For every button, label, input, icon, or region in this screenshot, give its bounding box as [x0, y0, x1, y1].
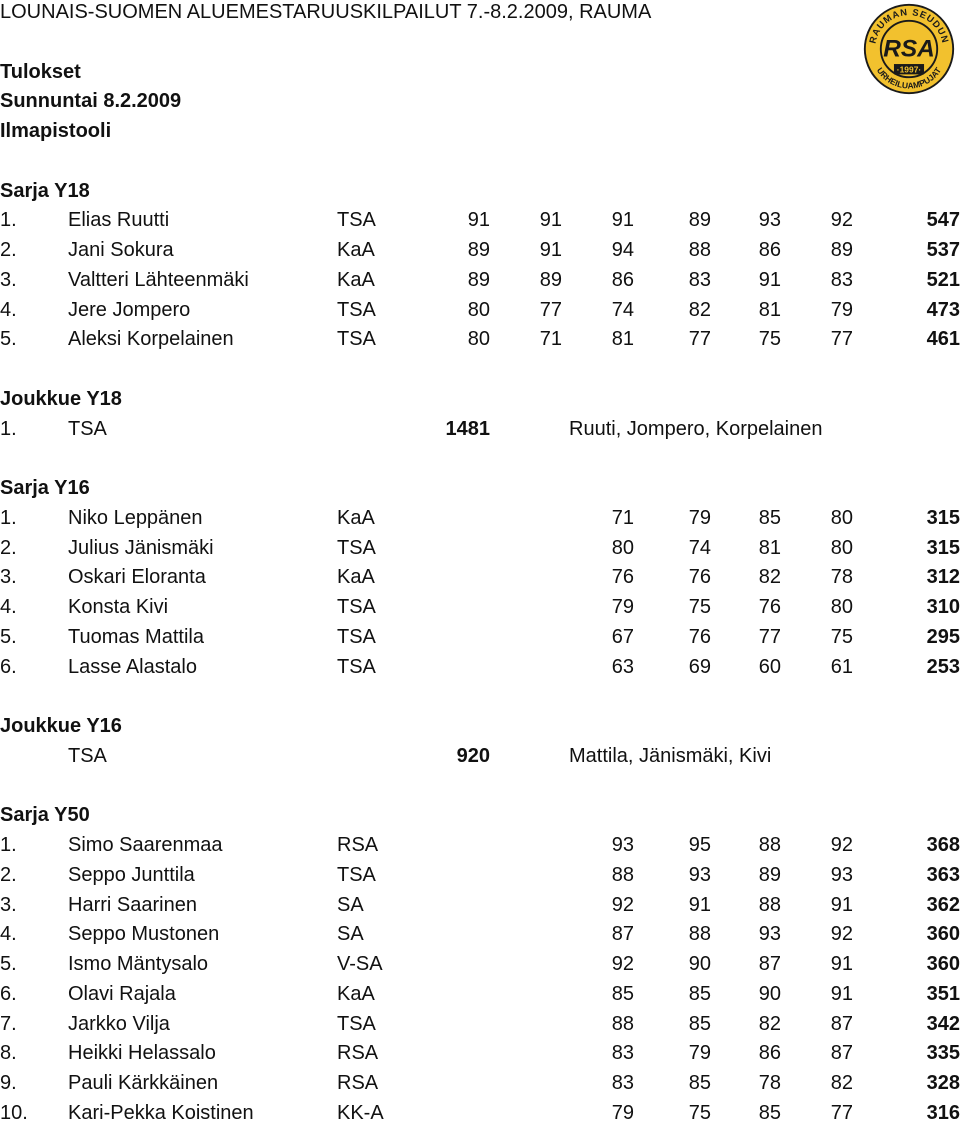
shooter-name: Konsta Kivi — [68, 596, 169, 618]
rank: 9. — [0, 1072, 17, 1094]
club: KK-A — [337, 1102, 384, 1124]
total-score: 342 — [926, 1013, 960, 1035]
total-score: 315 — [926, 537, 960, 559]
series-score: 89 — [539, 269, 562, 291]
logo-year: ·1997· — [896, 64, 922, 75]
club: KaA — [337, 507, 375, 529]
total-score: 537 — [926, 239, 960, 261]
series-score: 89 — [688, 209, 711, 231]
series-score: 82 — [758, 1013, 781, 1035]
event-heading: Ilmapistooli — [0, 120, 112, 142]
series-score: 94 — [611, 239, 634, 261]
series-score: 82 — [688, 299, 711, 321]
total-score: 547 — [926, 209, 960, 231]
result-row — [0, 1009, 960, 1039]
result-row — [0, 592, 960, 622]
club: TSA — [337, 596, 376, 618]
series-score: 91 — [539, 209, 562, 231]
rank: 5. — [0, 328, 17, 350]
page-title: LOUNAIS-SUOMEN ALUEMESTARUUSKILPAILUT 7.-8.2.2009, RAUMA — [0, 1, 652, 23]
series-score: 95 — [688, 834, 711, 856]
rank: 5. — [0, 626, 17, 648]
series-score: 83 — [688, 269, 711, 291]
result-row — [0, 830, 960, 860]
total-score: 362 — [926, 894, 960, 916]
series-score: 71 — [611, 507, 634, 529]
rank: 5. — [0, 953, 17, 975]
series-score: 80 — [830, 537, 853, 559]
series-score: 89 — [830, 239, 853, 261]
series-score: 90 — [758, 983, 781, 1005]
series-score: 77 — [758, 626, 781, 648]
club: TSA — [337, 864, 376, 886]
total-score: 335 — [926, 1042, 960, 1064]
club: KaA — [337, 983, 375, 1005]
result-row — [0, 235, 960, 265]
rank: 2. — [0, 864, 17, 886]
result-row — [0, 265, 960, 295]
section-title: Sarja Y18 — [0, 180, 90, 202]
series-score: 75 — [688, 596, 711, 618]
series-score: 87 — [830, 1013, 853, 1035]
rank: 10. — [0, 1102, 28, 1124]
series-score: 75 — [688, 1102, 711, 1124]
shooter-name: Pauli Kärkkäinen — [68, 1072, 219, 1094]
shooter-name: Niko Leppänen — [68, 507, 203, 529]
series-score: 83 — [830, 269, 853, 291]
series-score: 92 — [611, 894, 634, 916]
result-row — [0, 919, 960, 949]
team-row — [0, 741, 960, 771]
team-members: Ruuti, Jompero, Korpelainen — [569, 418, 823, 440]
rank: 1. — [0, 418, 17, 440]
total-score: 363 — [926, 864, 960, 886]
team-total: 920 — [456, 745, 490, 767]
series-score: 79 — [611, 596, 634, 618]
total-score: 316 — [926, 1102, 960, 1124]
series-score: 81 — [758, 537, 781, 559]
section-title: Joukkue Y16 — [0, 715, 122, 737]
series-score: 83 — [611, 1072, 634, 1094]
total-score: 360 — [926, 953, 960, 975]
series-score: 63 — [611, 656, 634, 678]
series-score: 91 — [467, 209, 490, 231]
shooter-name: Jere Jompero — [68, 299, 191, 321]
series-score: 91 — [830, 983, 853, 1005]
rank: 3. — [0, 894, 17, 916]
club: RSA — [337, 834, 379, 856]
shooter-name: Jarkko Vilja — [68, 1013, 170, 1035]
result-row — [0, 979, 960, 1009]
series-score: 74 — [611, 299, 634, 321]
club: TSA — [337, 537, 376, 559]
rank: 2. — [0, 239, 17, 261]
series-score: 77 — [830, 328, 853, 350]
series-score: 90 — [688, 953, 711, 975]
total-score: 473 — [926, 299, 960, 321]
section-title: Sarja Y50 — [0, 804, 90, 826]
shooter-name: Seppo Junttila — [68, 864, 195, 886]
shooter-name: Simo Saarenmaa — [68, 834, 223, 856]
series-score: 88 — [611, 864, 634, 886]
series-score: 85 — [688, 1072, 711, 1094]
series-score: 85 — [758, 1102, 781, 1124]
series-score: 88 — [758, 834, 781, 856]
series-score: 86 — [611, 269, 634, 291]
shooter-name: Julius Jänismäki — [68, 537, 214, 559]
header-subtitle-line — [0, 57, 960, 87]
section-title: Sarja Y16 — [0, 477, 90, 499]
logo-monogram: RSA — [883, 35, 935, 63]
series-score: 91 — [758, 269, 781, 291]
result-row — [0, 324, 960, 354]
rsa-club-logo — [862, 2, 956, 96]
shooter-name: Aleksi Korpelainen — [68, 328, 234, 350]
series-score: 77 — [688, 328, 711, 350]
club: TSA — [337, 299, 376, 321]
shooter-name: Lasse Alastalo — [68, 656, 197, 678]
series-score: 87 — [758, 953, 781, 975]
series-score: 80 — [830, 596, 853, 618]
section-title: Joukkue Y18 — [0, 388, 122, 410]
result-row — [0, 562, 960, 592]
club: KaA — [337, 239, 375, 261]
series-score: 79 — [688, 1042, 711, 1064]
series-score: 89 — [467, 269, 490, 291]
series-score: 91 — [611, 209, 634, 231]
series-score: 82 — [758, 566, 781, 588]
series-score: 89 — [467, 239, 490, 261]
series-score: 87 — [611, 923, 634, 945]
series-score: 85 — [611, 983, 634, 1005]
team-members: Mattila, Jänismäki, Kivi — [569, 745, 772, 767]
series-score: 86 — [758, 1042, 781, 1064]
series-score: 81 — [758, 299, 781, 321]
club: V-SA — [337, 953, 383, 975]
series-score: 89 — [758, 864, 781, 886]
result-row — [0, 1098, 960, 1128]
club: RSA — [337, 1072, 379, 1094]
series-score: 76 — [611, 566, 634, 588]
series-score: 80 — [467, 328, 490, 350]
team-total: 1481 — [445, 418, 490, 440]
series-score: 76 — [688, 566, 711, 588]
total-score: 461 — [926, 328, 960, 350]
series-score: 77 — [830, 1102, 853, 1124]
club: SA — [337, 923, 364, 945]
series-score: 91 — [830, 894, 853, 916]
series-score: 87 — [830, 1042, 853, 1064]
result-row — [0, 652, 960, 682]
series-score: 81 — [611, 328, 634, 350]
series-score: 77 — [539, 299, 562, 321]
total-score: 253 — [926, 656, 960, 678]
header-title-line — [0, 0, 960, 27]
shooter-name: Harri Saarinen — [68, 894, 197, 916]
rank: 1. — [0, 507, 17, 529]
series-score: 91 — [539, 239, 562, 261]
series-score: 79 — [688, 507, 711, 529]
series-score: 93 — [688, 864, 711, 886]
series-score: 93 — [758, 923, 781, 945]
logo-text-bottom: URHEILUAMPUJAT — [874, 65, 944, 91]
club: KaA — [337, 566, 375, 588]
result-row — [0, 295, 960, 325]
section-heading-line — [0, 711, 960, 741]
total-score: 310 — [926, 596, 960, 618]
series-score: 93 — [611, 834, 634, 856]
club: TSA — [337, 626, 376, 648]
series-score: 80 — [611, 537, 634, 559]
series-score: 75 — [830, 626, 853, 648]
club: RSA — [337, 1042, 379, 1064]
result-row — [0, 1038, 960, 1068]
shooter-name: Oskari Eloranta — [68, 566, 206, 588]
team-row — [0, 414, 960, 444]
series-score: 91 — [830, 953, 853, 975]
series-score: 78 — [830, 566, 853, 588]
series-score: 91 — [688, 894, 711, 916]
series-score: 85 — [688, 1013, 711, 1035]
rank: 6. — [0, 983, 17, 1005]
result-row — [0, 1068, 960, 1098]
total-score: 351 — [926, 983, 960, 1005]
logo-text-top: RAUMAN SEUDUN — [866, 6, 952, 45]
series-score: 69 — [688, 656, 711, 678]
shooter-name: Kari-Pekka Koistinen — [68, 1102, 254, 1124]
series-score: 67 — [611, 626, 634, 648]
series-score: 92 — [830, 834, 853, 856]
result-row — [0, 890, 960, 920]
total-score: 295 — [926, 626, 960, 648]
series-score: 79 — [830, 299, 853, 321]
series-score: 93 — [830, 864, 853, 886]
total-score: 312 — [926, 566, 960, 588]
series-score: 75 — [758, 328, 781, 350]
series-score: 76 — [758, 596, 781, 618]
series-score: 92 — [611, 953, 634, 975]
rank: 4. — [0, 596, 17, 618]
club: TSA — [337, 656, 376, 678]
section-heading-line — [0, 800, 960, 830]
rank: 8. — [0, 1042, 17, 1064]
rank: 1. — [0, 209, 17, 231]
shooter-name: Elias Ruutti — [68, 209, 170, 231]
series-score: 92 — [830, 923, 853, 945]
series-score: 60 — [758, 656, 781, 678]
total-score: 315 — [926, 507, 960, 529]
series-score: 83 — [611, 1042, 634, 1064]
rank: 1. — [0, 834, 17, 856]
rank: 3. — [0, 269, 17, 291]
header-event-line — [0, 116, 960, 146]
series-score: 80 — [830, 507, 853, 529]
total-score: 328 — [926, 1072, 960, 1094]
shooter-name: Valtteri Lähteenmäki — [68, 269, 249, 291]
series-score: 86 — [758, 239, 781, 261]
series-score: 82 — [830, 1072, 853, 1094]
series-score: 80 — [467, 299, 490, 321]
series-score: 79 — [611, 1102, 634, 1124]
series-score: 61 — [830, 656, 853, 678]
series-score: 88 — [688, 239, 711, 261]
series-score: 88 — [688, 923, 711, 945]
shooter-name: Jani Sokura — [68, 239, 174, 261]
club: KaA — [337, 269, 375, 291]
rank: 2. — [0, 537, 17, 559]
result-row — [0, 860, 960, 890]
club: TSA — [337, 328, 376, 350]
total-score: 360 — [926, 923, 960, 945]
team-club: TSA — [68, 745, 107, 767]
series-score: 74 — [688, 537, 711, 559]
total-score: 368 — [926, 834, 960, 856]
series-score: 88 — [611, 1013, 634, 1035]
result-row — [0, 949, 960, 979]
team-club: TSA — [68, 418, 107, 440]
series-score: 85 — [758, 507, 781, 529]
results-heading: Tulokset — [0, 61, 81, 83]
series-score: 76 — [688, 626, 711, 648]
series-score: 71 — [539, 328, 562, 350]
section-heading-line — [0, 384, 960, 414]
header-date-line — [0, 86, 960, 116]
result-row — [0, 205, 960, 235]
series-score: 88 — [758, 894, 781, 916]
series-score: 85 — [688, 983, 711, 1005]
total-score: 521 — [926, 269, 960, 291]
rank: 3. — [0, 566, 17, 588]
shooter-name: Ismo Mäntysalo — [68, 953, 209, 975]
rank: 4. — [0, 923, 17, 945]
shooter-name: Olavi Rajala — [68, 983, 176, 1005]
rank: 6. — [0, 656, 17, 678]
series-score: 78 — [758, 1072, 781, 1094]
series-score: 93 — [758, 209, 781, 231]
club: TSA — [337, 209, 376, 231]
rank: 7. — [0, 1013, 17, 1035]
shooter-name: Heikki Helassalo — [68, 1042, 216, 1064]
result-row — [0, 533, 960, 563]
series-score: 92 — [830, 209, 853, 231]
shooter-name: Seppo Mustonen — [68, 923, 220, 945]
date-heading: Sunnuntai 8.2.2009 — [0, 90, 182, 112]
result-row — [0, 622, 960, 652]
club: TSA — [337, 1013, 376, 1035]
shooter-name: Tuomas Mattila — [68, 626, 204, 648]
rank: 4. — [0, 299, 17, 321]
section-heading-line — [0, 473, 960, 503]
section-heading-line — [0, 176, 960, 206]
club: SA — [337, 894, 364, 916]
result-row — [0, 503, 960, 533]
